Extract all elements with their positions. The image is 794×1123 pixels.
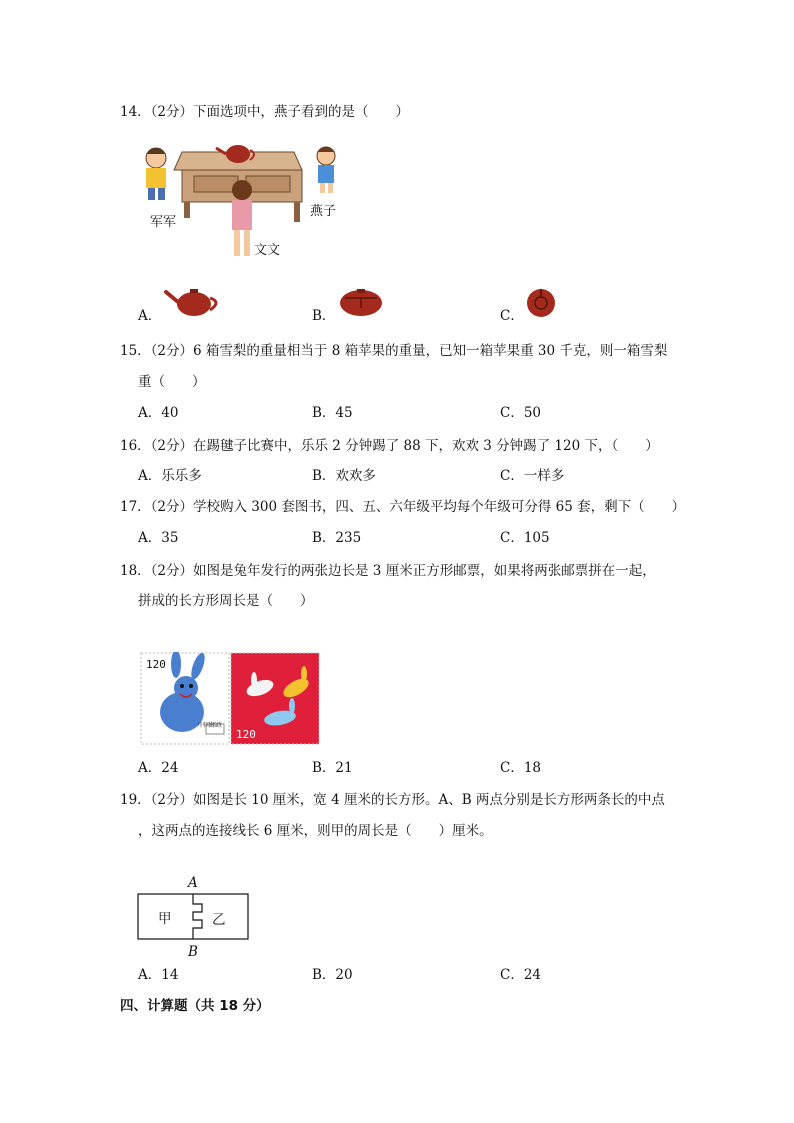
point-a-label: A: [188, 875, 198, 891]
q18-option-c: C．18: [500, 760, 542, 776]
q19-stem-line1: 19．（2分）如图是长 10 厘米，宽 4 厘米的长方形。A、B 两点分别是长方形两条长的中点: [120, 792, 665, 808]
q16-stem: 16．（2分）在踢毽子比赛中，乐乐 2 分钟踢了 88 下，欢欢 3 分钟踢了 120 下，（ ）: [120, 438, 659, 454]
q17-stem: 17．（2分）学校购入 300 套图书，四、五、六年级平均每个年级可分得 65 套，剩下（ ）: [120, 499, 686, 515]
q16-option-a: A．乐乐多: [138, 468, 202, 484]
q15-option-b: B．45: [312, 405, 353, 421]
q14-label-junjun: 军军: [150, 215, 177, 230]
q19-stem-line2: ，这两点的连接线长 6 厘米，则甲的周长是（ ）厘米。: [138, 823, 493, 839]
region-jia-label: 甲: [158, 911, 172, 927]
q19-option-a: A．14: [138, 967, 179, 983]
q15-option-a: A．40: [138, 405, 179, 421]
q19-option-b: B．20: [312, 967, 353, 983]
q16-option-b: B．欢欢多: [312, 468, 376, 484]
q17-option-c: C．105: [500, 530, 550, 546]
q17-option-a: A．35: [138, 530, 179, 546]
q14-option-b-label: B．: [312, 308, 336, 324]
q18-stem-line2: 拼成的长方形周长是（ ）: [138, 593, 314, 609]
q15-stem-line2: 重（ ）: [138, 374, 206, 390]
point-b-label: B: [188, 944, 198, 960]
stamp1-country: 中国邮政: [198, 722, 223, 729]
q14-option-c-label: C．: [500, 308, 524, 324]
region-yi-label: 乙: [212, 912, 226, 928]
q19-option-c: C．24: [500, 967, 542, 983]
q15-option-c: C．50: [500, 405, 542, 421]
q15-stem-line1: 15．（2分）6 箱雪梨的重量相当于 8 箱苹果的重量，已知一箱苹果重 30 千克，则一箱雪梨: [120, 343, 668, 359]
stamp1-value: 120: [146, 658, 166, 671]
q14-option-a-label: A．: [138, 308, 162, 324]
q18-option-b: B．21: [312, 760, 353, 776]
teapot-side-view-icon: [164, 284, 224, 318]
q18-option-a: A．24: [138, 760, 179, 776]
q14-label-wenwen: 文文: [254, 243, 281, 258]
stamp2-value: 120: [236, 728, 256, 741]
rabbit-stamps-illustration: [140, 652, 320, 746]
teapot-front-view-icon: [337, 286, 385, 318]
section-4-title: 四、计算题（共 18 分）: [120, 998, 270, 1014]
q14-label-yanzi: 燕子: [310, 204, 337, 219]
q18-stem-line1: 18．（2分）如图是兔年发行的两张边长是 3 厘米正方形邮票，如果将两张邮票拼在一起，: [120, 563, 656, 579]
q16-option-c: C．一样多: [500, 468, 565, 484]
q17-option-b: B．235: [312, 530, 362, 546]
q14-stem: 14．（2分）下面选项中，燕子看到的是（ ）: [120, 104, 410, 120]
teapot-top-view-icon: [524, 286, 558, 320]
